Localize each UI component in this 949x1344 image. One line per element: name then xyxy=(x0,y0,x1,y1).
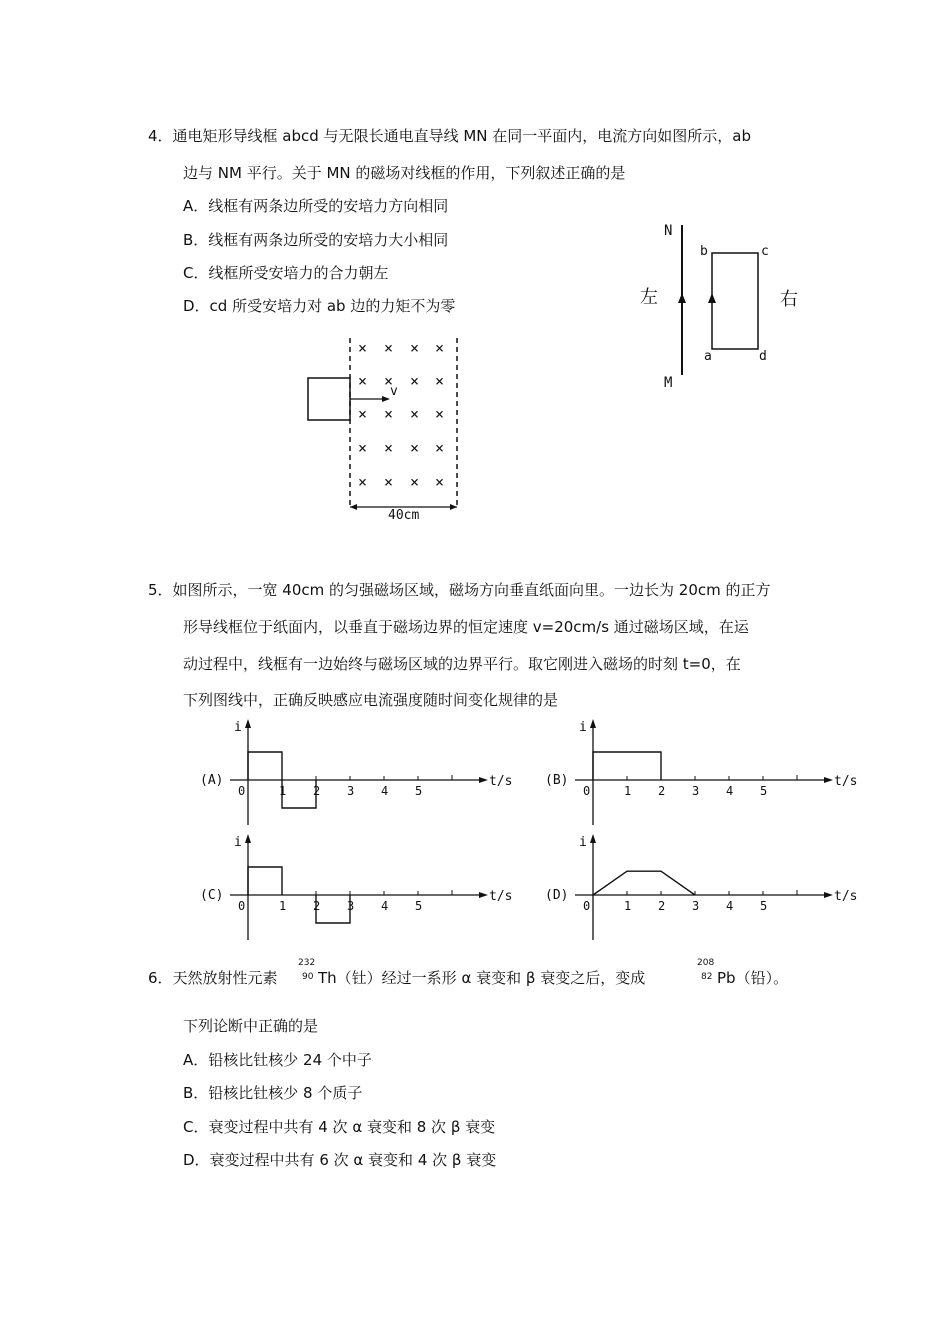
q4-line-2: 边与 NM 平行。关于 MN 的磁场对线框的作用，下列叙述正确的是 xyxy=(183,164,626,182)
q6-option-d: D．衰变过程中共有 6 次 α 衰变和 4 次 β 衰变 xyxy=(183,1151,497,1169)
field-cross-0-3: × xyxy=(435,339,445,357)
pb-atomic-number: 82 xyxy=(701,972,713,982)
q6-line-2: 下列论断中正确的是 xyxy=(183,1017,319,1035)
q4-option-a: A．线框有两条边所受的安培力方向相同 xyxy=(183,197,449,215)
field-cross-2-2: × xyxy=(410,405,420,423)
wire-arrow-icon xyxy=(678,293,686,303)
label-a: a xyxy=(704,349,712,364)
tick-label: 1 xyxy=(624,899,632,913)
tick-label: 3 xyxy=(692,784,700,798)
width-label: 40cm xyxy=(388,508,420,523)
field-cross-0-1: × xyxy=(384,339,394,357)
panel-label: (C) xyxy=(200,888,224,903)
label-left: 左 xyxy=(640,287,658,308)
panel-label: (B) xyxy=(545,773,569,788)
current-segment xyxy=(593,752,661,780)
dimension-arrow-right-icon xyxy=(450,504,457,510)
origin-label: 0 xyxy=(583,784,591,798)
x-axis-label: t/s xyxy=(834,774,858,789)
tick-label: 3 xyxy=(692,899,700,913)
label-right: 右 xyxy=(780,289,798,310)
current-segment xyxy=(282,780,316,808)
current-curve xyxy=(593,871,695,895)
tick-label: 2 xyxy=(313,784,321,798)
field-cross-4-1: × xyxy=(384,473,394,491)
x-axis-label: t/s xyxy=(834,889,858,904)
origin-label: 0 xyxy=(238,899,246,913)
label-c: c xyxy=(761,244,769,259)
square-loop xyxy=(308,378,350,420)
label-d: d xyxy=(759,349,767,364)
tick-label: 1 xyxy=(279,784,287,798)
q6-option-a: A．铅核比钍核少 24 个中子 xyxy=(183,1051,372,1069)
y-axis-arrow-icon xyxy=(590,719,596,728)
tick-label: 5 xyxy=(760,899,768,913)
th-mass-number: 232 xyxy=(298,958,316,968)
tick-label: 4 xyxy=(381,899,389,913)
tick-label: 5 xyxy=(415,899,423,913)
panel-label: (D) xyxy=(545,888,569,903)
current-segment xyxy=(248,867,282,895)
tick-label: 2 xyxy=(658,899,666,913)
tick-label: 3 xyxy=(347,899,355,913)
field-cross-3-2: × xyxy=(410,439,420,457)
y-axis-label: i xyxy=(579,835,587,850)
q5-line-2: 形导线框位于纸面内，以垂直于磁场边界的恒定速度 v=20cm/s 通过磁场区域，在运 xyxy=(183,618,749,636)
y-axis-arrow-icon xyxy=(245,719,251,728)
graph-d xyxy=(535,830,895,945)
tick-label: 5 xyxy=(415,784,423,798)
field-cross-1-0: × xyxy=(358,372,368,390)
q4-option-b: B．线框有两条边所受的安培力大小相同 xyxy=(183,231,449,249)
graph-c xyxy=(190,830,550,945)
field-cross-4-0: × xyxy=(358,473,368,491)
tick-label: 1 xyxy=(624,784,632,798)
y-axis-arrow-icon xyxy=(245,834,251,843)
field-cross-1-1: × xyxy=(384,372,394,390)
q5-line-3: 动过程中，线框有一边始终与磁场区域的边界平行。取它刚进入磁场的时刻 t=0，在 xyxy=(183,655,741,673)
q5-line-1: 5．如图所示，一宽 40cm 的匀强磁场区域，磁场方向垂直纸面向里。一边长为 20cm 的正方 xyxy=(148,581,771,599)
tick-label: 5 xyxy=(760,784,768,798)
label-b: b xyxy=(700,244,708,259)
x-axis-label: t/s xyxy=(489,889,513,904)
current-segment xyxy=(316,895,350,923)
graph-b xyxy=(535,715,895,830)
field-cross-2-1: × xyxy=(384,405,394,423)
loop-abcd xyxy=(712,253,758,349)
label-n: N xyxy=(664,223,673,239)
tick-label: 4 xyxy=(726,899,734,913)
tick-label: 4 xyxy=(726,784,734,798)
field-cross-3-1: × xyxy=(384,439,394,457)
q4-option-c: C．线框所受安培力的合力朝左 xyxy=(183,264,389,282)
field-cross-3-0: × xyxy=(358,439,368,457)
x-axis-arrow-icon xyxy=(824,892,833,898)
velocity-arrowhead-icon xyxy=(382,396,390,402)
field-cross-1-3: × xyxy=(435,372,445,390)
y-axis-label: i xyxy=(579,720,587,735)
q6-th-text: Th（钍）经过一系形 α 衰变和 β 衰变之后，变成 xyxy=(318,969,646,987)
origin-label: 0 xyxy=(238,784,246,798)
field-cross-1-2: × xyxy=(410,372,420,390)
q6-option-c: C．衰变过程中共有 4 次 α 衰变和 8 次 β 衰变 xyxy=(183,1118,496,1136)
velocity-label: v xyxy=(390,384,398,399)
x-axis-label: t/s xyxy=(489,774,513,789)
q6-option-b: B．铅核比钍核少 8 个质子 xyxy=(183,1084,363,1102)
q4-line-1: 4．通电矩形导线框 abcd 与无限长通电直导线 MN 在同一平面内，电流方向如图所示，ab xyxy=(148,127,751,145)
tick-label: 2 xyxy=(313,899,321,913)
magnetic-field-figure xyxy=(300,330,480,525)
field-cross-2-0: × xyxy=(358,405,368,423)
th-atomic-number: 90 xyxy=(302,972,314,982)
dimension-arrow-left-icon xyxy=(350,504,357,510)
x-axis-arrow-icon xyxy=(479,892,488,898)
field-cross-4-2: × xyxy=(410,473,420,491)
tick-label: 3 xyxy=(347,784,355,798)
origin-label: 0 xyxy=(583,899,591,913)
y-axis-label: i xyxy=(234,720,242,735)
q6-pb-text: Pb（铅）。 xyxy=(717,969,789,987)
tick-label: 4 xyxy=(381,784,389,798)
tick-label: 2 xyxy=(658,784,666,798)
x-axis-arrow-icon xyxy=(824,777,833,783)
current-segment xyxy=(248,752,282,780)
tick-label: 1 xyxy=(279,899,287,913)
field-cross-2-3: × xyxy=(435,405,445,423)
label-m: M xyxy=(664,375,673,391)
y-axis-label: i xyxy=(234,835,242,850)
graph-a xyxy=(190,715,550,830)
q4-option-d: D．cd 所受安培力对 ab 边的力矩不为零 xyxy=(183,297,456,315)
x-axis-arrow-icon xyxy=(479,777,488,783)
field-cross-3-3: × xyxy=(435,439,445,457)
field-cross-4-3: × xyxy=(435,473,445,491)
panel-label: (A) xyxy=(200,773,224,788)
loop-arrow-icon xyxy=(708,293,716,303)
wire-loop-figure xyxy=(620,215,820,405)
field-cross-0-2: × xyxy=(410,339,420,357)
field-cross-0-0: × xyxy=(358,339,368,357)
q5-line-4: 下列图线中，正确反映感应电流强度随时间变化规律的是 xyxy=(183,691,559,709)
pb-mass-number: 208 xyxy=(697,958,715,968)
y-axis-arrow-icon xyxy=(590,834,596,843)
q6-prefix: 6．天然放射性元素 xyxy=(148,969,278,987)
